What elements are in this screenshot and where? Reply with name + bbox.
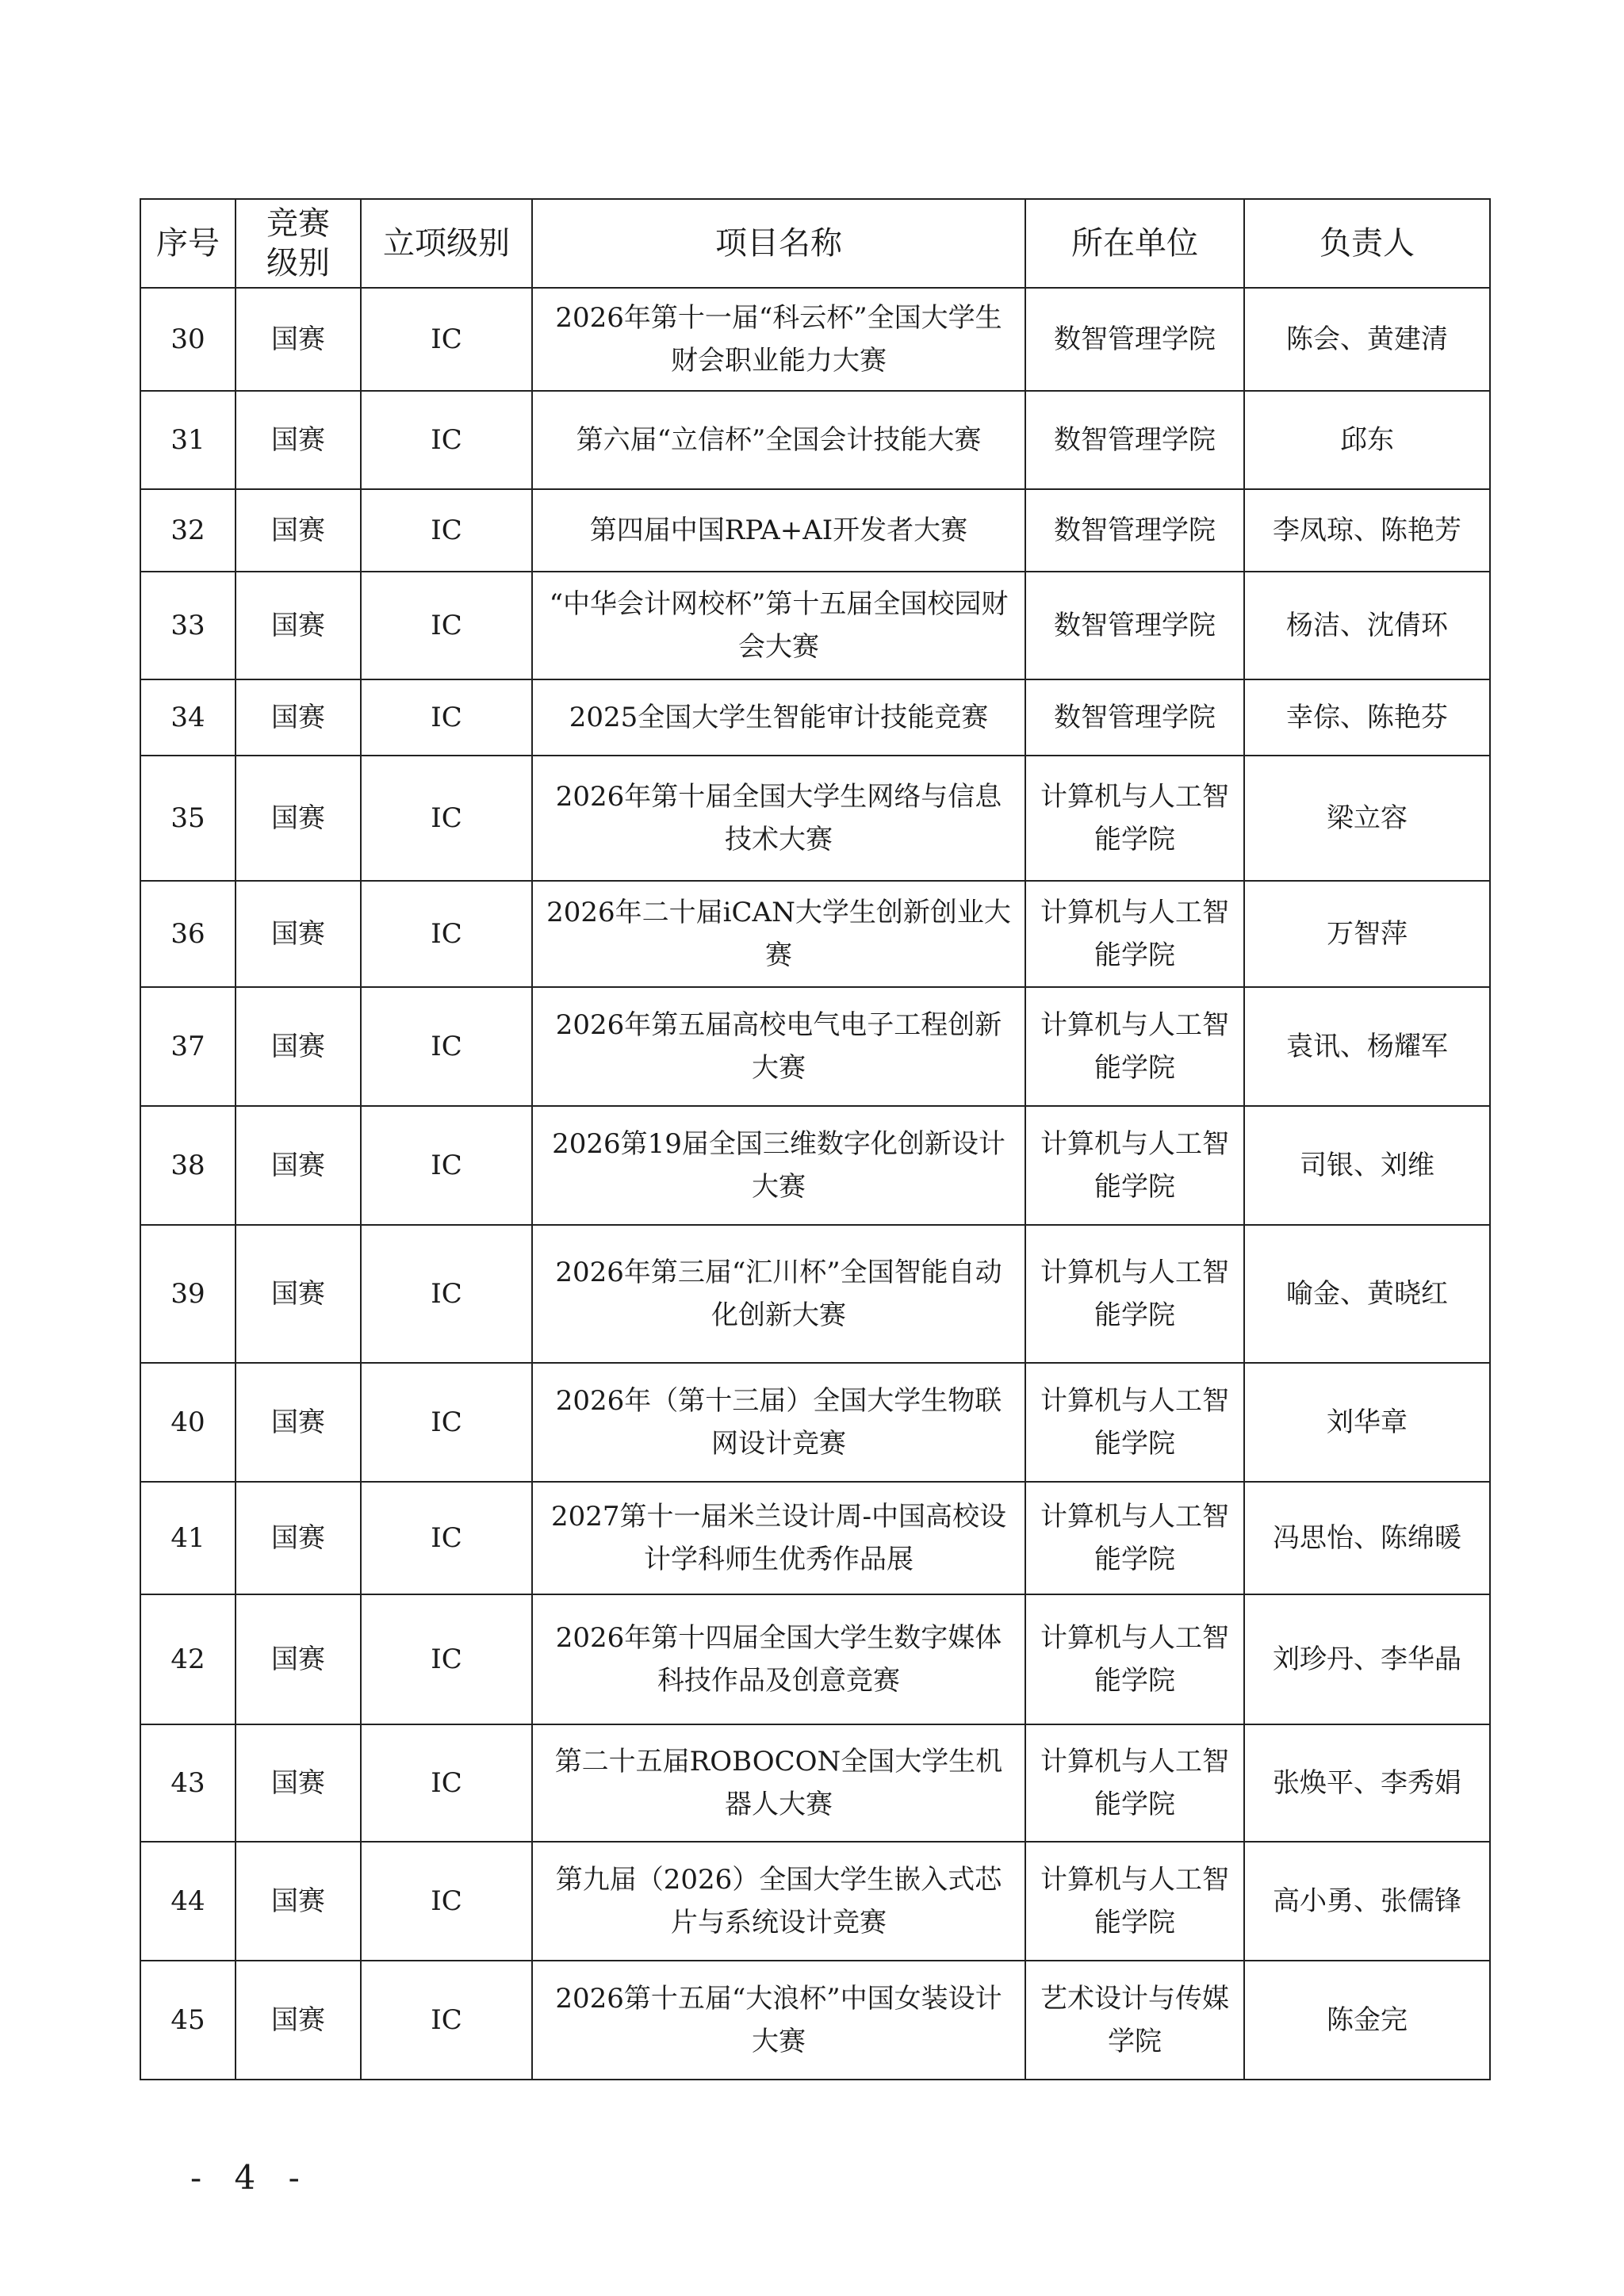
cell-unit: 艺术设计与传媒学院 (1025, 1961, 1244, 2080)
table-row (140, 679, 1490, 756)
cell-unit: 计算机与人工智能学院 (1025, 1724, 1244, 1842)
cell-owner: 刘华章 (1244, 1363, 1490, 1482)
table-body (140, 288, 1490, 2080)
cell-seq: 38 (140, 1106, 236, 1225)
cell-project-level: ⅠC (361, 756, 532, 881)
cell-seq: 43 (140, 1724, 236, 1842)
table-row (140, 987, 1490, 1106)
cell-project-name: 2026年第十四届全国大学生数字媒体科技作品及创意竞赛 (532, 1594, 1025, 1724)
table-row (140, 1594, 1490, 1724)
cell-project-level: ⅠC (361, 288, 532, 391)
cell-unit: 计算机与人工智能学院 (1025, 1363, 1244, 1482)
cell-seq: 40 (140, 1363, 236, 1482)
table-row (140, 1106, 1490, 1225)
cell-owner: 梁立容 (1244, 756, 1490, 881)
cell-seq: 45 (140, 1961, 236, 2080)
header-owner: 负责人 (1244, 199, 1490, 288)
cell-competition-level: 国赛 (236, 679, 361, 756)
cell-project-name: 2026年第十一届“科云杯”全国大学生财会职业能力大赛 (532, 288, 1025, 391)
cell-project-name: 第二十五届ROBOCON全国大学生机器人大赛 (532, 1724, 1025, 1842)
cell-project-level: ⅠC (361, 1594, 532, 1724)
header-unit: 所在单位 (1025, 199, 1244, 288)
cell-project-name: 2025全国大学生智能审计技能竞赛 (532, 679, 1025, 756)
cell-competition-level: 国赛 (236, 1482, 361, 1594)
cell-seq: 39 (140, 1225, 236, 1363)
cell-owner: 陈金完 (1244, 1961, 1490, 2080)
cell-unit: 数智管理学院 (1025, 679, 1244, 756)
competition-table (140, 198, 1491, 2080)
cell-owner: 李凤琼、陈艳芳 (1244, 489, 1490, 572)
cell-seq: 41 (140, 1482, 236, 1594)
cell-unit: 计算机与人工智能学院 (1025, 1225, 1244, 1363)
cell-competition-level: 国赛 (236, 881, 361, 987)
cell-project-name: 2027第十一届米兰设计周-中国高校设计学科师生优秀作品展 (532, 1482, 1025, 1594)
cell-owner: 喻金、黄晓红 (1244, 1225, 1490, 1363)
cell-competition-level: 国赛 (236, 1225, 361, 1363)
cell-project-level: ⅠC (361, 1842, 532, 1961)
cell-project-level: ⅠC (361, 881, 532, 987)
cell-project-name: 第六届“立信杯”全国会计技能大赛 (532, 391, 1025, 489)
table-row (140, 1363, 1490, 1482)
table-header-row (140, 199, 1490, 288)
cell-owner: 高小勇、张儒锋 (1244, 1842, 1490, 1961)
table-row (140, 756, 1490, 881)
cell-seq: 44 (140, 1842, 236, 1961)
cell-project-level: ⅠC (361, 987, 532, 1106)
cell-project-name: “中华会计网校杯”第十五届全国校园财会大赛 (532, 572, 1025, 679)
cell-seq: 36 (140, 881, 236, 987)
cell-project-name: 2026年第五届高校电气电子工程创新大赛 (532, 987, 1025, 1106)
cell-project-level: ⅠC (361, 679, 532, 756)
cell-competition-level: 国赛 (236, 1961, 361, 2080)
table-row (140, 391, 1490, 489)
header-seq: 序号 (140, 199, 236, 288)
header-project-level: 立项级别 (361, 199, 532, 288)
cell-project-level: ⅠC (361, 1225, 532, 1363)
table-row (140, 1724, 1490, 1842)
cell-competition-level: 国赛 (236, 288, 361, 391)
cell-unit: 计算机与人工智能学院 (1025, 1594, 1244, 1724)
cell-unit: 数智管理学院 (1025, 391, 1244, 489)
cell-owner: 邱东 (1244, 391, 1490, 489)
cell-unit: 计算机与人工智能学院 (1025, 1106, 1244, 1225)
cell-seq: 42 (140, 1594, 236, 1724)
cell-owner: 袁讯、杨耀军 (1244, 987, 1490, 1106)
cell-seq: 32 (140, 489, 236, 572)
cell-competition-level: 国赛 (236, 987, 361, 1106)
cell-competition-level: 国赛 (236, 1842, 361, 1961)
cell-project-name: 第四届中国RPA+AI开发者大赛 (532, 489, 1025, 572)
cell-seq: 35 (140, 756, 236, 881)
cell-project-level: ⅠC (361, 1724, 532, 1842)
cell-competition-level: 国赛 (236, 1106, 361, 1225)
cell-project-name: 2026年二十届iCAN大学生创新创业大赛 (532, 881, 1025, 987)
table-row (140, 288, 1490, 391)
cell-unit: 数智管理学院 (1025, 572, 1244, 679)
header-competition-level-line2: 级别 (266, 245, 330, 281)
cell-project-name: 2026年第十届全国大学生网络与信息技术大赛 (532, 756, 1025, 881)
cell-project-level: ⅠC (361, 572, 532, 679)
cell-competition-level: 国赛 (236, 1363, 361, 1482)
cell-competition-level: 国赛 (236, 1594, 361, 1724)
table-row (140, 1961, 1490, 2080)
cell-project-name: 2026年第三届“汇川杯”全国智能自动化创新大赛 (532, 1225, 1025, 1363)
table-row (140, 1482, 1490, 1594)
cell-project-level: ⅠC (361, 1363, 532, 1482)
cell-competition-level: 国赛 (236, 489, 361, 572)
cell-project-name: 第九届（2026）全国大学生嵌入式芯片与系统设计竞赛 (532, 1842, 1025, 1961)
cell-competition-level: 国赛 (236, 756, 361, 881)
table-row (140, 881, 1490, 987)
table-row (140, 489, 1490, 572)
cell-unit: 计算机与人工智能学院 (1025, 1482, 1244, 1594)
cell-owner: 陈会、黄建清 (1244, 288, 1490, 391)
cell-unit: 计算机与人工智能学院 (1025, 987, 1244, 1106)
cell-seq: 33 (140, 572, 236, 679)
cell-competition-level: 国赛 (236, 391, 361, 489)
cell-project-level: ⅠC (361, 391, 532, 489)
table-row (140, 1225, 1490, 1363)
header-project-name: 项目名称 (532, 199, 1025, 288)
table-row (140, 1842, 1490, 1961)
cell-owner: 刘珍丹、李华晶 (1244, 1594, 1490, 1724)
cell-seq: 37 (140, 987, 236, 1106)
cell-unit: 数智管理学院 (1025, 288, 1244, 391)
cell-seq: 30 (140, 288, 236, 391)
cell-project-level: ⅠC (361, 489, 532, 572)
cell-owner: 冯思怡、陈绵暖 (1244, 1482, 1490, 1594)
cell-owner: 杨洁、沈倩环 (1244, 572, 1490, 679)
cell-competition-level: 国赛 (236, 572, 361, 679)
cell-owner: 幸倧、陈艳芬 (1244, 679, 1490, 756)
cell-unit: 计算机与人工智能学院 (1025, 1842, 1244, 1961)
cell-seq: 34 (140, 679, 236, 756)
cell-owner: 张焕平、李秀娟 (1244, 1724, 1490, 1842)
cell-project-name: 2026第十五届“大浪杯”中国女装设计大赛 (532, 1961, 1025, 2080)
cell-unit: 计算机与人工智能学院 (1025, 881, 1244, 987)
cell-unit: 数智管理学院 (1025, 489, 1244, 572)
page-number: - 4 - (190, 2158, 311, 2197)
cell-project-name: 2026第19届全国三维数字化创新设计大赛 (532, 1106, 1025, 1225)
cell-owner: 司银、刘维 (1244, 1106, 1490, 1225)
cell-seq: 31 (140, 391, 236, 489)
table-row (140, 572, 1490, 679)
cell-project-level: ⅠC (361, 1482, 532, 1594)
cell-project-name: 2026年（第十三届）全国大学生物联网设计竞赛 (532, 1363, 1025, 1482)
header-competition-level-line1: 竞赛 (266, 205, 330, 242)
cell-owner: 万智萍 (1244, 881, 1490, 987)
cell-competition-level: 国赛 (236, 1724, 361, 1842)
header-competition-level (236, 199, 361, 288)
cell-project-level: ⅠC (361, 1961, 532, 2080)
cell-unit: 计算机与人工智能学院 (1025, 756, 1244, 881)
cell-project-level: ⅠC (361, 1106, 532, 1225)
